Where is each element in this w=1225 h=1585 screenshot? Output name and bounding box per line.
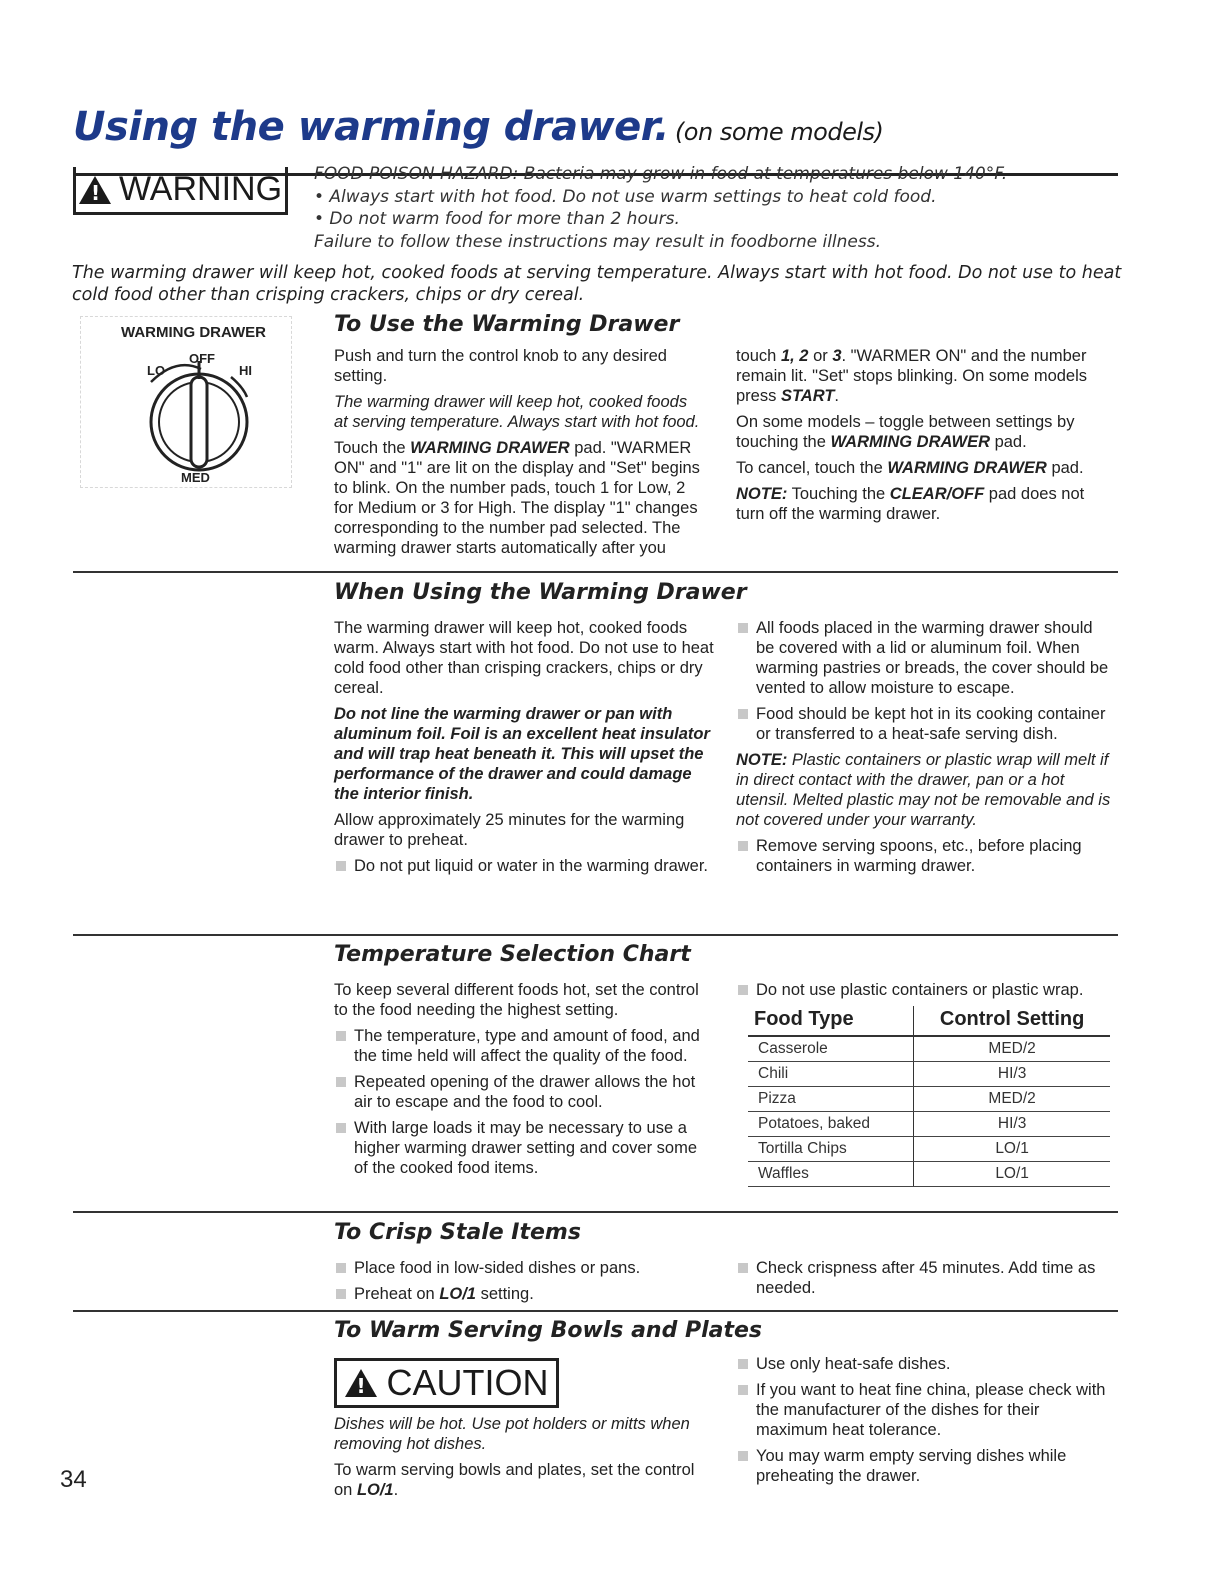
use-left-column: Push and turn the control knob to any desired setting. The warming drawer will keep hot, cooked foods at serving temperature. Always start with hot food. Touch the WARMING DRAWER pad. "WARMER ON" and "1" are lit on the display and "Set" begins to blink. On the number pads, touch 1 for Low, 2 for Medium or 3 for High. The display "1" changes corresponding to the number pad selected. The warming drawer starts automatically after you: [334, 347, 700, 557]
table-header-row: Food Type Control Setting: [748, 1006, 1110, 1036]
section-divider: [73, 1211, 1118, 1213]
chart-left-column: To keep several different foods hot, set the control to the food needing the highest setting. The temperature, type and amount of food, and the time held will affect the quality of the food. Repeated opening of the drawer allows the hot air to escape and the food to cool. With large loads it may be necessary to use a higher warming drawer setting and cover some of the cooked food items.: [334, 980, 714, 1184]
chart-heading: Temperature Selection Chart: [334, 942, 691, 967]
temperature-table: [748, 1006, 1110, 1187]
knob-title: WARMING DRAWER: [121, 324, 266, 341]
knob-lo-label: LO: [147, 363, 166, 378]
table-row: Pizza MED/2: [748, 1087, 1110, 1112]
caution-triangle-icon: [345, 1369, 377, 1397]
crisp-right-column: Check crispness after 45 minutes. Add time as needed.: [736, 1258, 1106, 1304]
table-row: Waffles LO/1: [748, 1162, 1110, 1187]
chart-right-column: Do not use plastic containers or plastic wrap. Food Type Control Setting Casserole MED/2 Chili HI/3 Pizza MED/2 Potatoes, baked HI/3 Tortilla Chips LO/1 Waffles LO/1: [736, 980, 1106, 1187]
use-right-column: touch 1, 2 or 3. "WARMER ON" and the number remain lit. "Set" stops blinking. On some models press START. On some models – toggle between settings by touching the WARMING DRAWER pad. To cancel, touch the WARMING DRAWER pad. NOTE: Touching the CLEAR/OFF pad does not turn off the warming drawer.: [736, 347, 1088, 523]
section-divider: [73, 1310, 1118, 1312]
knob-med-label: MED: [181, 470, 210, 485]
table-row: Tortilla Chips LO/1: [748, 1137, 1110, 1162]
control-knob-illustration: [80, 316, 292, 488]
plates-left-column: Dishes will be hot. Use pot holders or mitts when removing hot dishes. To warm serving bowls and plates, set the control on LO/1.: [334, 1415, 695, 1499]
crisp-heading: To Crisp Stale Items: [334, 1220, 581, 1245]
warning-triangle-icon: [79, 176, 111, 204]
table-row: Casserole MED/2: [748, 1036, 1110, 1062]
section-divider: [73, 934, 1118, 936]
page-subtitle: (on some models): [674, 118, 884, 146]
when-heading: When Using the Warming Drawer: [334, 580, 747, 605]
section-divider: [73, 571, 1118, 573]
when-right-column: All foods placed in the warming drawer should be covered with a lid or aluminum foil. When warming pastries or breads, the cover should be vented to allow moisture to escape. Food should be kept hot in its cooking container or transferred to a heat-safe serving dish. NOTE: Plastic containers or plastic wrap will melt if in direct contact with the drawer, pan or a hot utensil. Melted plastic may not be removable and is not covered under your warranty. Remove serving spoons, etc., before placing containers in warming drawer.: [736, 619, 1111, 875]
table-row: Chili HI/3: [748, 1062, 1110, 1087]
knob-off-label: OFF: [189, 351, 215, 366]
when-left-column: The warming drawer will keep hot, cooked foods warm. Always start with hot food. Do not use to heat cold food other than crisping crackers, chips or dry cereal. Do not line the warming drawer or pan with aluminum foil. Foil is an excellent heat insulator and will trap heat beneath it. This will upset the performance of the drawer and could damage the interior finish. Allow approximately 25 minutes for the warming drawer to preheat. Do not put liquid or water in the warming drawer.: [334, 619, 714, 875]
table-row: Potatoes, baked HI/3: [748, 1112, 1110, 1137]
warning-label: ! WARNING: [73, 167, 288, 215]
use-heading: To Use the Warming Drawer: [334, 312, 680, 337]
page-number: 34: [60, 1466, 87, 1493]
page-title: Using the warming drawer. (on some models): [73, 104, 884, 150]
warning-text: FOOD POISON HAZARD: Bacteria may grow in food at temperatures below 140°F. • Always start with hot food. Do not use warm settings to heat cold food. • Do not warm food for more than 2 hours. Failure to follow these instructions may result in foodborne illness.: [314, 164, 1008, 252]
intro-text: The warming drawer will keep hot, cooked foods at serving temperature. Always start with hot food. Do not use to heat cold food other than crisping crackers, chips or dry cereal.: [72, 263, 1122, 305]
plates-right-column: Use only heat-safe dishes. If you want to heat fine china, please check with the manufacturer of the dishes for their maximum heat tolerance. You may warm empty serving dishes while preheating the drawer.: [736, 1354, 1106, 1492]
caution-label: ! CAUTION: [334, 1358, 559, 1408]
crisp-left-column: Place food in low-sided dishes or pans. Preheat on LO/1 setting.: [334, 1258, 714, 1310]
plates-heading: To Warm Serving Bowls and Plates: [334, 1318, 763, 1343]
knob-hi-label: HI: [239, 363, 252, 378]
